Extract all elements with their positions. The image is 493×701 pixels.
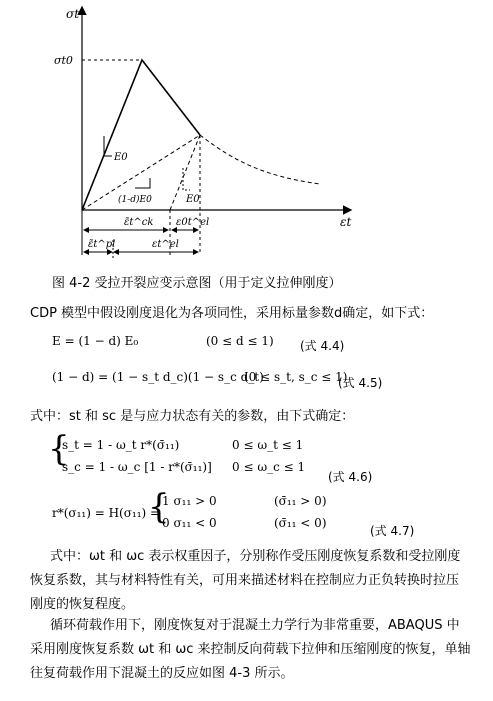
eq-4-6-row2: s_c = 1 - ω_c [1 - r*(σ̄₁₁)]: [62, 460, 212, 474]
eq-4-7-lhs: r*(σ₁₁) = H(σ₁₁) =: [52, 506, 161, 520]
paragraph-state-params: 式中：st 和 sc 是与应力状态有关的参数，由下式确定：: [30, 409, 355, 424]
dim-crack-label: ε̃t^ck: [124, 217, 154, 228]
eq-4-4-cond: (0 ≤ d ≤ 1): [206, 334, 274, 348]
eq-4-6-brace: {: [48, 429, 70, 469]
x-axis-label: εt: [340, 215, 352, 229]
eq-4-6-number: (式 4.6): [328, 470, 373, 484]
y-axis-label: σt: [66, 7, 80, 21]
eq-4-7-case2-cond: (σ̄₁₁ < 0): [274, 516, 327, 530]
paragraph-stiffness: CDP 模型中假设刚度退化为各项同性，采用标量参数d确定，如下式：: [30, 306, 434, 321]
peak-label: σt0: [54, 54, 73, 67]
eq-4-7-case2: 0 σ₁₁ < 0: [162, 516, 217, 530]
eq-4-4-number: (式 4.4): [300, 339, 345, 353]
stress-strain-figure: [0, 0, 493, 270]
slope-damaged-label: (1-d)E0: [118, 195, 152, 205]
eq-4-7-number: (式 4.7): [370, 524, 415, 538]
dim-el0-label: ε0t^el: [176, 217, 210, 228]
slope-triangle-damaged: [135, 178, 150, 188]
eq-4-4-lhs: E = (1 − d) E₀: [52, 334, 139, 348]
paragraph-cyclic-loading: 循环荷载作用下，刚度恢复对于混凝土力学行为非常重要，ABAQUS 中采用刚度恢复系数 ωt 和 ωc 来控制反向荷载下拉伸和压缩刚度的恢复，单轴往复荷载作用下混凝土的反应如图 4-3 所示。: [30, 618, 471, 681]
eq-4-6-row2-cond: 0 ≤ ω_c ≤ 1: [232, 460, 306, 474]
eq-4-6-row1-cond: 0 ≤ ω_t ≤ 1: [232, 438, 304, 452]
slope-triangle-e0-right: [183, 168, 190, 190]
paragraph-weight-factors: 式中：ωt 和 ωc 表示权重因子，分别称作受压刚度恢复系数和受拉刚度恢复系数，其与材料特性有关，可用来描述材料在控制应力正负转换时拉压刚度的恢复程度。: [30, 549, 461, 612]
eq-4-5-lhs: (1 − d) = (1 − s_t d_c)(1 − s_c d_t): [52, 370, 264, 384]
slope-e0-label: E0: [114, 152, 128, 163]
dim-pl-label: ε̃t^pl: [88, 239, 116, 250]
slope-e0-right-label: E0: [186, 194, 200, 205]
softening-tail: [200, 135, 320, 184]
eq-4-5-cond: (0 ≤ s_t, s_c ≤ 1): [244, 370, 348, 384]
eq-4-5-number: (式 4.5): [338, 376, 383, 390]
eq-4-7-case1-cond: (σ̄₁₁ > 0): [274, 494, 327, 508]
dim-el-label: εt^el: [152, 239, 179, 250]
figure-caption: 图 4-2 受拉开裂应变示意图（用于定义拉伸刚度）: [52, 276, 342, 291]
eq-4-6-row1: s_t = 1 - ω_t r*(σ̄₁₁): [62, 438, 180, 452]
eq-4-7-brace: {: [148, 487, 170, 527]
eq-4-7-case1: 1 σ₁₁ > 0: [162, 494, 217, 508]
